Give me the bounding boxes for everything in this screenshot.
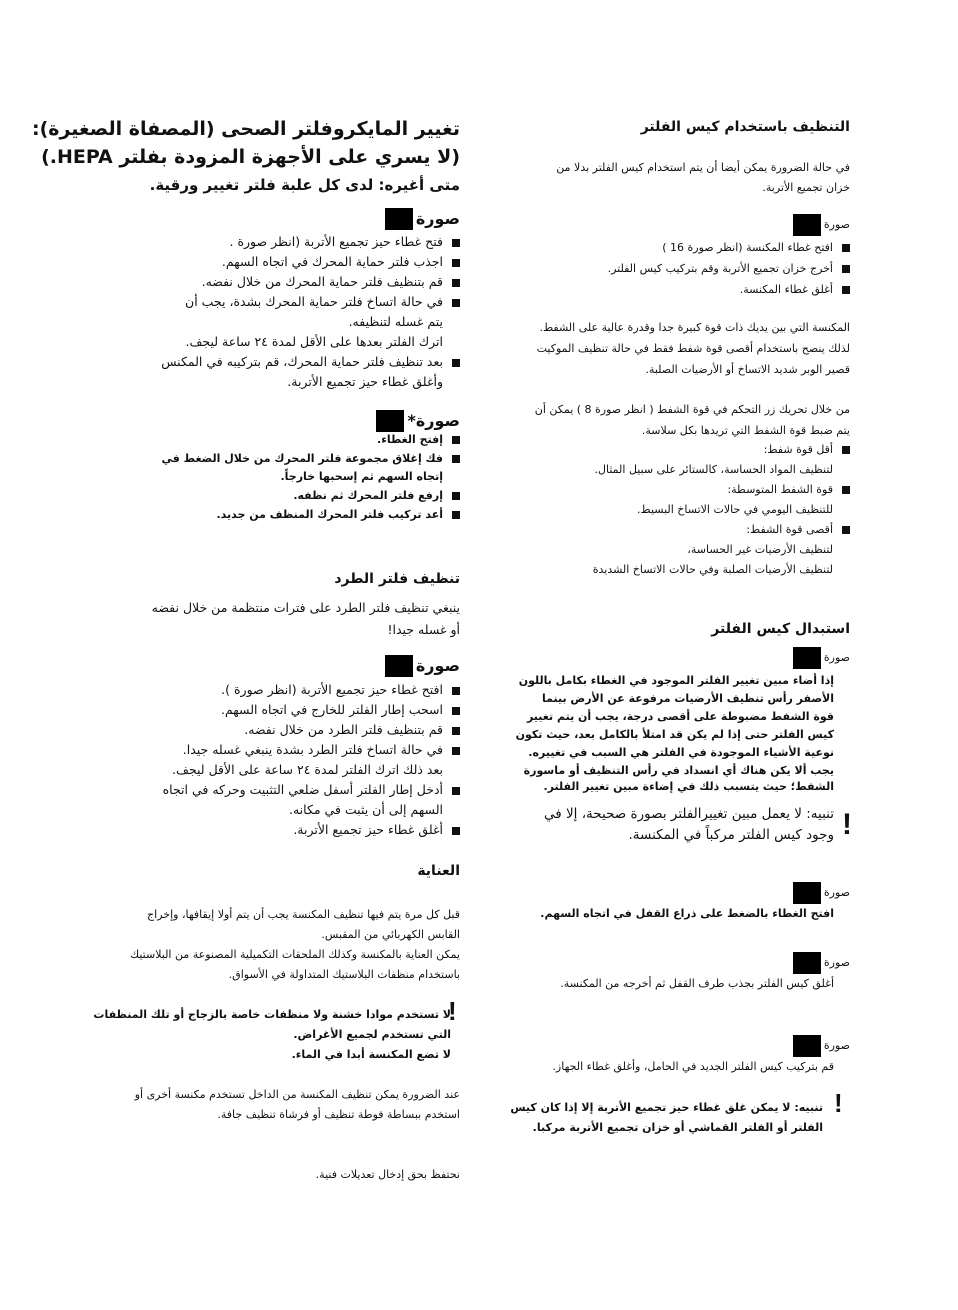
figure-ref bbox=[793, 952, 850, 974]
paragraph-line: كيس الفلتر حتى إذا لم يكن قد امتلأ بالكامل بعد، حيث تكون bbox=[515, 728, 834, 741]
list-item-cont: اترك الفلتر بعدها على الأقل لمدة ٢٤ ساعة ليجف. bbox=[185, 334, 443, 349]
list-item-cont: لتنظيف الأرضيات غير الحساسة، bbox=[687, 543, 833, 556]
bullet-icon bbox=[452, 455, 460, 463]
list-item-cont: السهم إلى أن يثبت في مكانه. bbox=[289, 802, 443, 817]
bullet-icon bbox=[452, 727, 460, 735]
figure-label: صورة bbox=[823, 1039, 850, 1052]
figure-number-redacted bbox=[385, 208, 413, 230]
list-item-cont: لتنظيف المواد الحساسة، كالستائر على سبيل المثال. bbox=[594, 463, 833, 476]
list-item: فتح غطاء حيز تجميع الأتربة (انظر صورة . bbox=[230, 233, 460, 251]
paragraph-line: أو غسله جيدا! bbox=[387, 622, 460, 637]
bullet-icon bbox=[842, 286, 850, 294]
list-item: أغلق غطاء المكنسة. bbox=[740, 281, 850, 299]
bullet-icon bbox=[452, 359, 460, 367]
paragraph-line: الشفط؛ حيث يتسبب ذلك في إضاءة مبين تغيير الفلتر. bbox=[543, 780, 834, 793]
figure-caption: قم بتركيب كيس الفلتر الجديد في الحامل، وأغلق غطاء الجهاز. bbox=[552, 1060, 834, 1073]
warning-exclamation-icon: ! bbox=[448, 996, 457, 1026]
list-item: إرفع فلتر المحرك ثم نظفه. bbox=[293, 487, 460, 505]
figure-ref bbox=[793, 882, 850, 904]
figure-ref bbox=[793, 647, 850, 669]
paragraph-line: الأصفر رأس تنظيف الأرضيات مرفوعة عن الأرض بينما bbox=[541, 692, 834, 705]
warning-line: الفلتر أو الفلتر القماشي أو خزان تجميع الأتربة مركبا. bbox=[532, 1121, 823, 1134]
list-item-cont: بعد ذلك اترك الفلتر لمدة ٢٤ ساعة على الأقل ليجف. bbox=[172, 762, 443, 777]
warning-exclamation-icon: ! bbox=[842, 808, 852, 841]
warning-line: التي تستخدم لجميع الأغراض. bbox=[293, 1028, 451, 1041]
figure-caption: أغلق كيس الفلتر بجذب طرف القفل ثم أخرجه من المكنسة. bbox=[560, 977, 834, 990]
figure-label: صورة bbox=[823, 218, 850, 231]
bullet-icon bbox=[452, 747, 460, 755]
paragraph-line: إذا أضاء مبين تغيير الفلتر الموجود في الغطاء بكامل باللون bbox=[518, 674, 834, 687]
figure-ref bbox=[793, 1035, 850, 1057]
section-title-care: العناية bbox=[417, 863, 460, 879]
list-item: في حالة اتساخ فلتر الطرد بشدة ينبغي غسله جيدا. bbox=[183, 741, 460, 759]
list-item: افتح غطاء حيز تجميع الأتربة (انظر صورة ). bbox=[221, 681, 460, 699]
figure-number-redacted bbox=[376, 410, 404, 432]
list-item-cont: لتنظيف الأرضيات الصلبة وفي حالات الاتساخ الشديدة bbox=[592, 563, 833, 576]
paragraph-line: ينبغي تنظيف فلتر الطرد على فترات منتظمة من خلال نفضه bbox=[151, 600, 460, 615]
figure-ref bbox=[385, 208, 460, 230]
paragraph-line: عند الضرورة يمكن تنظيف المكنسة من الداخل تستخدم مكنسة أخرى أو bbox=[134, 1088, 460, 1101]
paragraph-line: قوة الشفط مضبوطة على أقصى درجة، يجب أن يتم تغيير bbox=[526, 710, 834, 723]
list-item: اسحب إطار الفلتر للخارج في اتجاه السهم. bbox=[221, 701, 460, 719]
bullet-icon bbox=[842, 446, 850, 454]
list-item: في حالة اتساخ فلتر حماية المحرك بشدة، يجب أن bbox=[185, 293, 460, 311]
paragraph-line: قصير الوبر شديد الاتساخ أو الأرضيات الصلبة. bbox=[645, 363, 850, 376]
bullet-icon bbox=[452, 687, 460, 695]
paragraph-line: يتم ضبط قوة الشفط التي تريدها بكل سلاسة. bbox=[641, 424, 850, 437]
bullet-icon bbox=[842, 244, 850, 252]
bullet-icon bbox=[452, 239, 460, 247]
list-item: فك إغلاق مجموعة فلتر المحرك من خلال الضغط في bbox=[162, 450, 461, 468]
list-item: أغلق غطاء حيز تجميع الأتربة. bbox=[293, 821, 460, 839]
page-title-line-1: تغيير المايكروفلتر الصحى (المصفاة الصغيرة): bbox=[31, 118, 460, 140]
warning-line: لا تضع المكنسة أبدا في الماء. bbox=[291, 1048, 451, 1061]
paragraph-line: القابس الكهربائي من المقبس. bbox=[321, 928, 460, 941]
figure-number-redacted bbox=[385, 655, 413, 677]
figure-label: صورة* bbox=[407, 411, 460, 430]
figure-caption: افتح الغطاء بالضغط على ذراع القفل في اتجاه السهم. bbox=[540, 907, 834, 920]
paragraph-line: استخدم ببساطة فوطة تنظيف أو فرشاة تنظيف جافة. bbox=[217, 1108, 460, 1121]
bullet-icon bbox=[452, 436, 460, 444]
paragraph-line: في حالة الضرورة يمكن أيضا أن يتم استخدام كيس الفلتر بدلا من bbox=[556, 161, 850, 174]
list-item: إفتح الغطاء. bbox=[377, 431, 460, 449]
paragraph-line: المكنسة التي بين يديك ذات قوة كبيرة جدا وقدرة عالية على الشفط. bbox=[539, 321, 850, 334]
list-item: قم بتنظيف فلتر حماية المحرك من خلال نفضه. bbox=[202, 273, 460, 291]
list-item: أقل قوة شفط: bbox=[764, 441, 850, 459]
paragraph-line: يمكن العناية بالمكنسة وكذلك الملحقات التكميلية المصنوعة من البلاستيك bbox=[130, 948, 460, 961]
list-item: أدخل إطار الفلتر أسفل ضلعي التثبيت وحركه في اتجاه bbox=[163, 781, 460, 799]
bullet-icon bbox=[452, 827, 460, 835]
bullet-icon bbox=[452, 279, 460, 287]
warning-exclamation-icon: ! bbox=[834, 1088, 843, 1118]
figure-number-redacted bbox=[793, 952, 821, 974]
warning-line: وجود كيس الفلتر مركباً في المكنسة. bbox=[628, 827, 834, 843]
paragraph-line: قبل كل مرة يتم فيها تنظيف المكنسة يجب أن يتم أولا إيقافها، وإخراج bbox=[147, 908, 460, 921]
paragraph-line: لذلك ينصح باستخدام أقصى قوة شفط فقط في حالة تنظيف الموكيت bbox=[536, 342, 850, 355]
bullet-icon bbox=[452, 707, 460, 715]
list-item: افتح غطاء المكنسة (انظر صورة 16 ) bbox=[662, 239, 850, 257]
figure-label: صورة bbox=[823, 886, 850, 899]
paragraph-line: باستخدام منظفات البلاستيك المتداولة في الأسواق. bbox=[228, 968, 460, 981]
list-item-cont: للتنظيف اليومي في حالات الاتساخ البسيط. bbox=[637, 503, 833, 516]
list-item-cont: يتم غسله لتنظيفه. bbox=[348, 314, 443, 329]
list-item-cont: وأغلق غطاء حيز تجميع الأتربة. bbox=[287, 374, 443, 389]
figure-ref bbox=[376, 410, 460, 432]
figure-ref bbox=[793, 214, 850, 236]
subtitle: متى أغيره: لدى كل علبة فلتر تغيير ورقية. bbox=[149, 176, 460, 194]
figure-label: صورة bbox=[823, 956, 850, 969]
bullet-icon bbox=[452, 787, 460, 795]
figure-label: صورة bbox=[415, 209, 460, 228]
figure-number-redacted bbox=[793, 882, 821, 904]
bullet-icon bbox=[842, 265, 850, 273]
list-item: بعد تنظيف فلتر حماية المحرك، قم بتركيبه في المكنس bbox=[161, 353, 460, 371]
list-item: أعد تركيب فلتر المحرك المنظف من جديد. bbox=[216, 506, 460, 524]
bullet-icon bbox=[842, 526, 850, 534]
page-title-line-2: (لا يسري على الأجهزة المزودة بفلتر HEPA.) bbox=[41, 146, 460, 168]
paragraph-line: خزان تجميع الأتربة. bbox=[762, 181, 850, 194]
figure-ref bbox=[385, 655, 460, 677]
list-item: اجذب فلتر حماية المحرك في اتجاه السهم. bbox=[222, 253, 460, 271]
figure-number-redacted bbox=[793, 1035, 821, 1057]
bullet-icon bbox=[452, 492, 460, 500]
paragraph-line: يجب ألا يكن هناك أي انسداد في رأس التنظيف أو ماسورة bbox=[523, 764, 834, 777]
paragraph-line: نوعية الأشياء الموجودة في الفلتر هي السبب في تغييره. bbox=[528, 746, 834, 759]
list-item: قم بتنظيف فلتر الطرد من خلال نفضه. bbox=[244, 721, 460, 739]
section-title-filter-bag: التنظيف باستخدام كيس الفلتر bbox=[640, 119, 850, 135]
list-item: أخرج خزان تجميع الأتربة وقم بتركيب كيس الفلتر. bbox=[608, 260, 850, 278]
bullet-icon bbox=[452, 511, 460, 519]
warning-line: لا تستخدم موادا خشنة ولا منظفات خاصة بالزجاج أو تلك المنظفات bbox=[93, 1008, 451, 1021]
bullet-icon bbox=[842, 486, 850, 494]
section-title-replace-bag: استبدال كيس الفلتر bbox=[711, 621, 850, 637]
bullet-icon bbox=[452, 259, 460, 267]
list-item: قوة الشفط المتوسطة: bbox=[727, 481, 850, 499]
warning-line: تنبيه: لا يعمل مبين تغييرالفلتر بصورة صحيحة، إلا في bbox=[543, 806, 834, 822]
paragraph-line: من خلال تحريك زر التحكم في قوة الشفط ( انظر صورة 8 ) يمكن أن bbox=[534, 403, 850, 416]
figure-label: صورة bbox=[823, 651, 850, 664]
warning-line: تنبيه: لا يمكن غلق غطاء حيز تجميع الأتربة إلا إذا كان كيس bbox=[510, 1101, 823, 1114]
figure-label: صورة bbox=[415, 656, 460, 675]
list-item-cont: إتجاه السهم ثم إسحبها خارجاً. bbox=[280, 470, 443, 483]
section-title-exhaust-filter: تنظيف فلتر الطرد bbox=[334, 571, 460, 587]
list-item: أقصى قوة الشفط: bbox=[746, 521, 850, 539]
figure-number-redacted bbox=[793, 647, 821, 669]
figure-number-redacted bbox=[793, 214, 821, 236]
bullet-icon bbox=[452, 299, 460, 307]
footer-note: نحتفظ بحق إدخال تعديلات فنية. bbox=[315, 1168, 460, 1181]
